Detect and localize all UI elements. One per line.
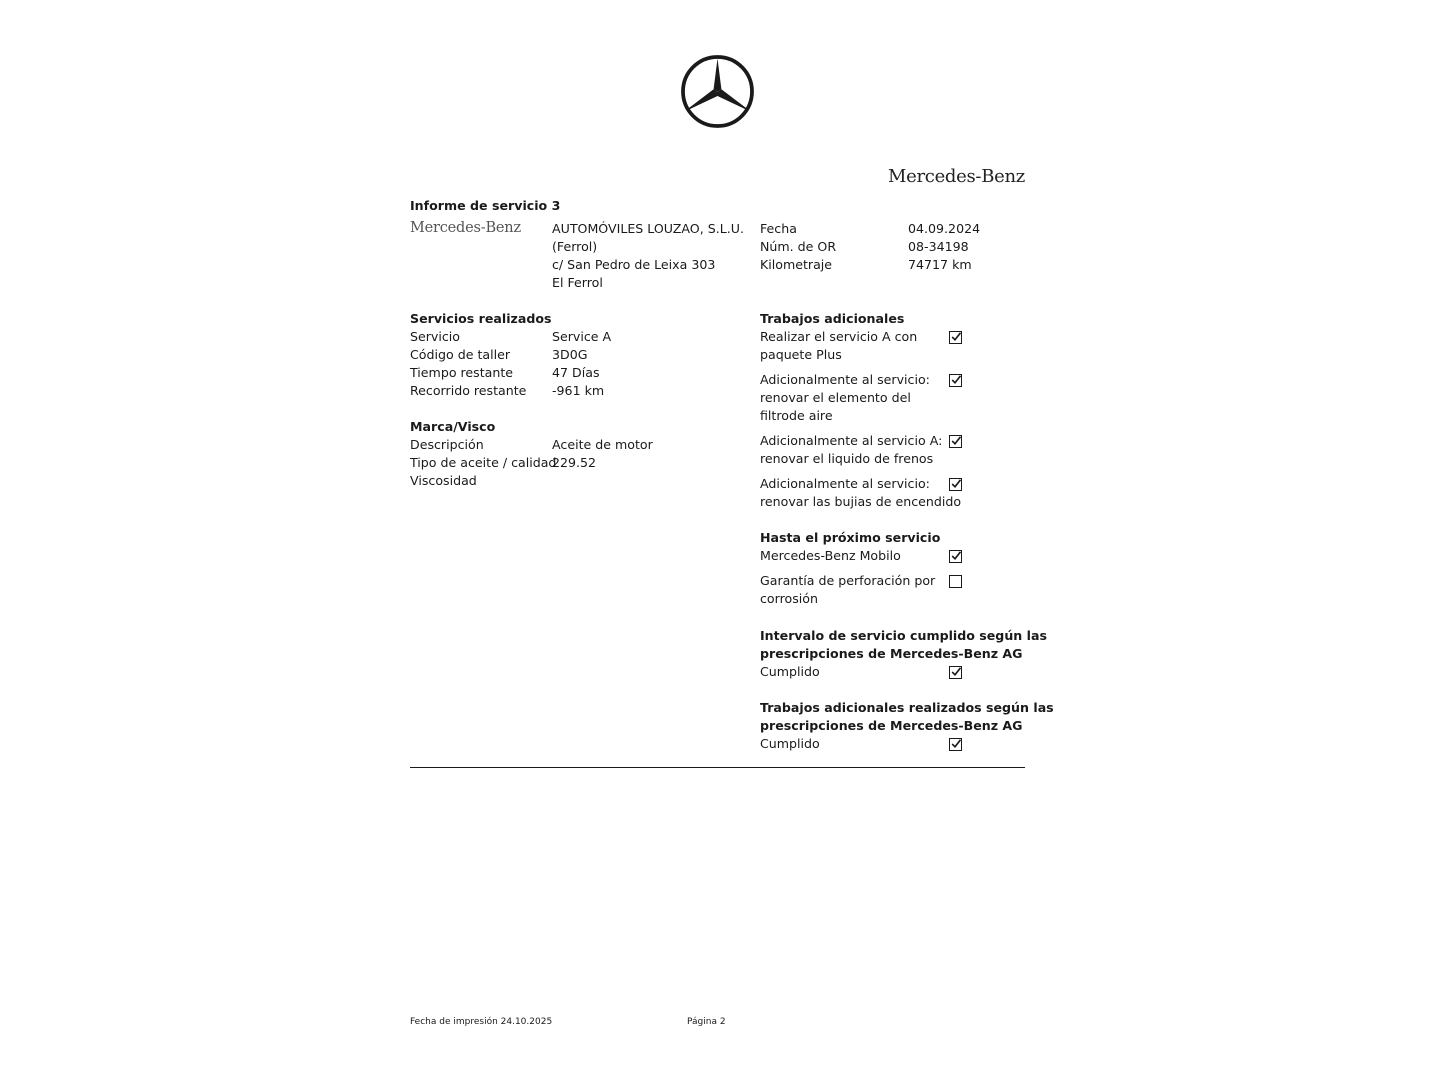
oil-label: Descripción — [410, 437, 484, 452]
additional-work-item-line: Adicionalmente al servicio: — [760, 372, 930, 387]
checkmark-icon — [951, 332, 961, 342]
oil-heading: Marca/Visco — [410, 419, 496, 434]
checkmark-icon — [951, 375, 961, 385]
meta-label-order: Núm. de OR — [760, 239, 837, 254]
footer-page-number: Página 2 — [687, 1017, 726, 1027]
oil-label: Viscosidad — [410, 473, 477, 488]
additional-work-item-line: Adicionalmente al servicio: — [760, 476, 930, 491]
checkbox-checked — [949, 331, 962, 344]
interval-heading-line: prescripciones de Mercedes-Benz AG — [760, 646, 1023, 661]
report-title: Informe de servicio 3 — [410, 198, 561, 213]
service-value: -961 km — [552, 383, 605, 398]
dealer-line: (Ferrol) — [552, 239, 598, 254]
meta-value-order: 08-34198 — [908, 239, 969, 254]
service-label: Tiempo restante — [410, 365, 514, 380]
next-service-item-line: corrosión — [760, 591, 818, 606]
checkbox-checked — [949, 550, 962, 563]
additional-work-item-line: Adicionalmente al servicio A: — [760, 433, 943, 448]
next-service-heading: Hasta el próximo servicio — [760, 530, 941, 545]
dealer-line: AUTOMÓVILES LOUZAO, S.L.U. — [552, 221, 744, 236]
additional-done-heading-line: Trabajos adicionales realizados según las — [760, 700, 1054, 715]
additional-work-item-line: renovar el liquido de frenos — [760, 451, 934, 466]
service-label: Recorrido restante — [410, 383, 527, 398]
interval-heading-line: Intervalo de servicio cumplido según las — [760, 628, 1047, 643]
meta-label-date: Fecha — [760, 221, 797, 236]
additional-work-item-line: renovar el elemento del — [760, 390, 911, 405]
service-label: Servicio — [410, 329, 460, 344]
additional-work-heading: Trabajos adicionales — [760, 311, 905, 326]
checkbox-checked — [949, 478, 962, 491]
checkbox-checked — [949, 738, 962, 751]
services-heading: Servicios realizados — [410, 311, 552, 326]
service-value: 47 Días — [552, 365, 600, 380]
next-service-item-line: Garantía de perforación por — [760, 573, 936, 588]
dealer-line: c/ San Pedro de Leixa 303 — [552, 257, 716, 272]
service-label: Código de taller — [410, 347, 511, 362]
oil-label: Tipo de aceite / calidad — [410, 455, 557, 470]
dealer-line: El Ferrol — [552, 275, 603, 290]
additional-done-status-label: Cumplido — [760, 736, 820, 751]
section-divider — [410, 767, 1025, 768]
mercedes-star-icon — [680, 54, 755, 129]
checkbox-checked — [949, 666, 962, 679]
additional-work-item-line: filtrode aire — [760, 408, 833, 423]
oil-value: Aceite de motor — [552, 437, 653, 452]
meta-label-mileage: Kilometraje — [760, 257, 833, 272]
checkmark-icon — [951, 551, 961, 561]
additional-work-item-line: Realizar el servicio A con — [760, 329, 918, 344]
brand-wordmark-header: Mercedes-Benz — [888, 166, 1025, 187]
meta-value-date: 04.09.2024 — [908, 221, 981, 236]
service-value: Service A — [552, 329, 612, 344]
checkbox-unchecked — [949, 575, 962, 588]
additional-work-item-line: renovar las bujias de encendido — [760, 494, 962, 509]
checkmark-icon — [951, 739, 961, 749]
checkmark-icon — [951, 667, 961, 677]
checkmark-icon — [951, 479, 961, 489]
service-value: 3D0G — [552, 347, 588, 362]
interval-status-label: Cumplido — [760, 664, 820, 679]
additional-done-heading-line: prescripciones de Mercedes-Benz AG — [760, 718, 1023, 733]
footer-print-date: Fecha de impresión 24.10.2025 — [410, 1017, 553, 1027]
checkmark-icon — [951, 436, 961, 446]
additional-work-item-line: paquete Plus — [760, 347, 842, 362]
oil-value: 229.52 — [552, 455, 597, 470]
checkbox-checked — [949, 435, 962, 448]
brand-wordmark-dealer: Mercedes-Benz — [410, 220, 521, 236]
next-service-item-line: Mercedes-Benz Mobilo — [760, 548, 901, 563]
checkbox-checked — [949, 374, 962, 387]
meta-value-mileage: 74717 km — [908, 257, 972, 272]
